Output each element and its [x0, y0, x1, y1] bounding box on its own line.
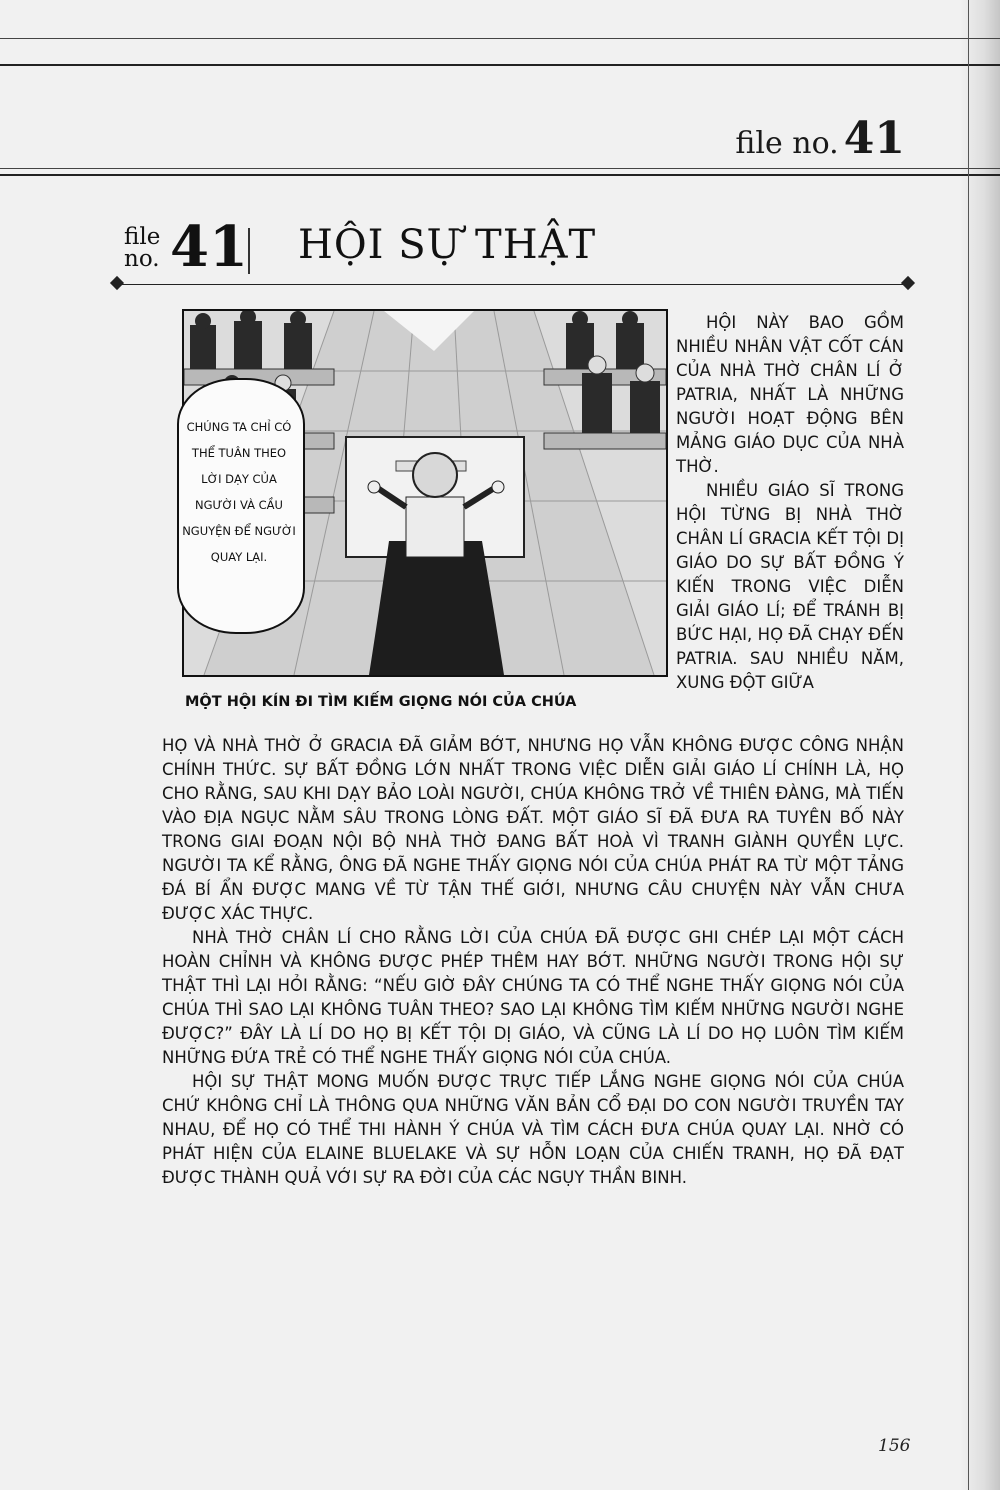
side-paragraph-1: HỘI NÀY BAO GỒM NHIỀU NHÂN VẬT CỐT CÁN CỦA NHÀ THỜ CHÂN LÍ Ở PATRIA, NHẤT LÀ NHỮNG NGƯỜI HOẠT ĐỘNG BÊN MẢNG GIÁO DỤC CỦA NHÀ THỜ. — [676, 313, 904, 476]
side-text-column — [676, 311, 904, 695]
main-paragraph-3: HỘI SỰ THẬT MONG MUỐN ĐƯỢC TRỰC TIẾP LẮNG NGHE GIỌNG NÓI CỦA CHÚA CHỨ KHÔNG CHỈ LÀ THÔNG QUA NHỮNG VĂN BẢN CỔ ĐẠI DO CON NGƯỜI TRUYỀN TAY NHAU, ĐỂ HỌ CÓ THỂ THI HÀNH Ý CHÚA VÀ TÌM CÁCH ĐƯA CHÚA QUAY LẠI. NHỜ CÓ PHÁT HIỆN CỦA ELAINE BLUELAKE VÀ SỰ HỖN LOẠN CỦA CHIẾN TRANH, HỌ ĐÃ ĐẠT ĐƯỢC THÀNH QUẢ VỚI SỰ RA ĐỜI CỦA CÁC NGỤY THẦN BINH. — [162, 1072, 904, 1187]
header-file-digit: 41 — [843, 113, 905, 164]
page-title: HỘI SỰ THẬT — [298, 222, 597, 268]
main-paragraph-1: HỌ VÀ NHÀ THỜ Ở GRACIA ĐÃ GIẢM BỚT, NHƯNG HỌ VẪN KHÔNG ĐƯỢC CÔNG NHẬN CHÍNH THỨC. SỰ BẤT ĐỒNG LỚN NHẤT TRONG VIỆC DIỄN GIẢI GIÁO LÍ CHÍNH LÀ, HỌ CHO RẰNG, SAU KHI DẠY BẢO LOÀI NGƯỜI, CHÚA KHÔNG TRỞ VỀ THIÊN ĐÀNG, MÀ TIẾN VÀO ĐỊA NGỤC NẰM SÂU TRONG LÒNG ĐẤT. MỘT GIÁO SĨ ĐÃ ĐƯA RA TUYÊN BỐ NÀY TRONG GIAI ĐOẠN NỘI BỘ NHÀ THỜ ĐANG BẤT HOÀ VÌ TRANH GIÀNH QUYỀN LỰC. NGƯỜI TA KỂ RẰNG, ÔNG ĐÃ NGHE THẤY GIỌNG NÓI CỦA CHÚA PHÁT RA TỪ MỘT TẢNG ĐÁ BÍ ẨN ĐƯỢC MANG VỀ TỪ TẬN THẾ GIỚI, NHƯNG CÂU CHUYỆN NÀY VẪN CHƯA ĐƯỢC XÁC THỰC. — [162, 736, 904, 923]
top-rule-1 — [0, 38, 1000, 39]
main-paragraph-2: NHÀ THỜ CHÂN LÍ CHO RẰNG LỜI CỦA CHÚA ĐÃ ĐƯỢC GHI CHÉP LẠI MỘT CÁCH HOÀN CHỈNH VÀ KHÔNG ĐƯỢC PHÉP THÊM HAY BỚT. NHỮNG NGƯỜI TRONG HỘI SỰ THẬT THÌ LẠI HỎI RẰNG: “NẾU GIỜ ĐÂY CHÚNG TA CÓ THỂ NGHE THẤY GIỌNG NÓI CỦA CHÚA THÌ SAO LẠI KHÔNG TUÂN THEO? SAO LẠI KHÔNG TÌM KIẾM NHỮNG NGƯỜI NGHE ĐƯỢC?” ĐÂY LÀ LÍ DO HỌ BỊ KẾT TỘI DỊ GIÁO, VÀ CŨNG LÀ LÍ DO HỌ LUÔN TÌM KIẾM NHỮNG ĐỨA TRẺ CÓ THỂ NGHE THẤY GIỌNG NÓI CỦA CHÚA. — [162, 928, 904, 1067]
header-file-number — [735, 113, 905, 164]
speech-bubble-text: CHÚNG TA CHỈ CÓ THỂ TUÂN THEO LỜI DẠY CỦA NGƯỜI VÀ CẦU NGUYỆN ĐỂ NGƯỜI QUAY LẠI. — [182, 420, 296, 564]
header-file-label: file no. — [735, 126, 839, 161]
top-rule-2 — [0, 64, 1000, 66]
main-text-column — [162, 734, 904, 1190]
illustration-caption: MỘT HỘI KÍN ĐI TÌM KIẾM GIỌNG NÓI CỦA CHÚA — [185, 694, 577, 710]
header-rule-2 — [0, 174, 1000, 176]
title-file-label: file no. — [124, 224, 161, 272]
title-underline — [118, 284, 908, 285]
title-file-number: 41 — [170, 214, 248, 280]
page-number: 156 — [878, 1436, 911, 1456]
header-rule-1 — [0, 168, 1000, 169]
section-title-block — [112, 214, 912, 282]
side-paragraph-2: NHIỀU GIÁO SĨ TRONG HỘI TỪNG BỊ NHÀ THỜ CHÂN LÍ GRACIA KẾT TỘI DỊ GIÁO DO SỰ BẤT ĐỒNG Ý KIẾN TRONG VIỆC DIỄN GIẢI GIÁO LÍ; ĐỂ TRÁNH BỊ BỨC HẠI, HỌ ĐÃ CHẠY ĐẾN PATRIA. SAU NHIỀU NĂM, XUNG ĐỘT GIỮA — [676, 481, 904, 692]
title-separator — [248, 228, 250, 274]
margin-rule — [968, 0, 969, 1490]
page-binding-shadow — [960, 0, 1000, 1490]
